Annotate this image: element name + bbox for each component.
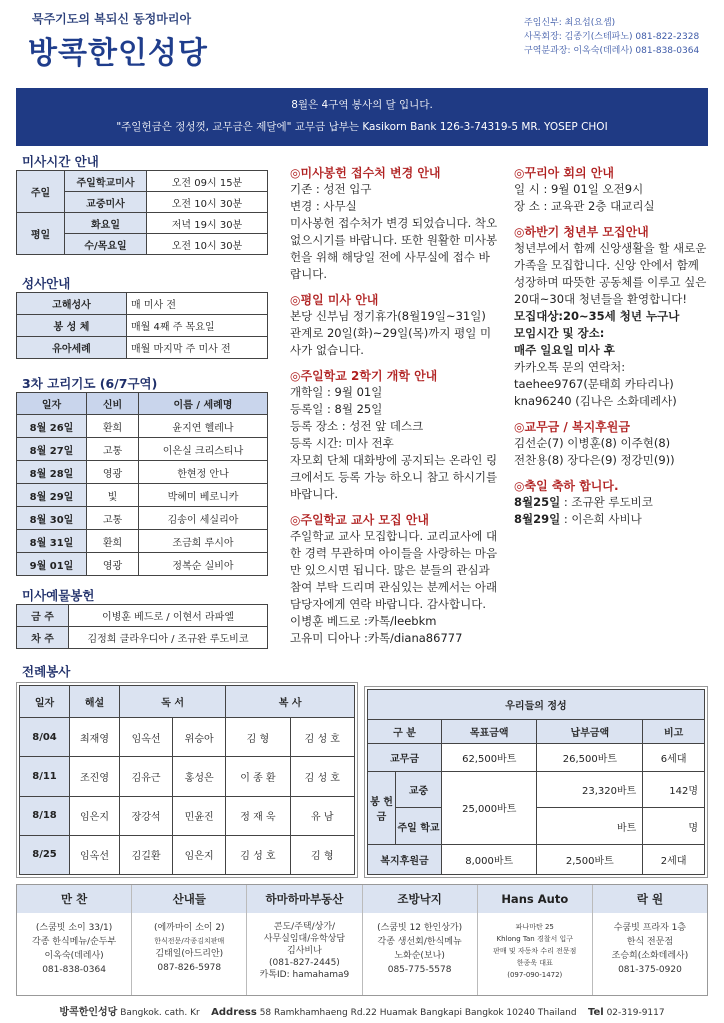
ad-line: (에까마이 소이 2) [153, 923, 225, 933]
rosary-person: 이은실 크리스티나 [139, 438, 268, 461]
service-cell: 민윤진 [173, 796, 226, 835]
service-cell: 조진영 [70, 757, 120, 796]
feast-line [514, 511, 710, 528]
feast-date: 8월25일 [514, 495, 561, 509]
ad-body [593, 913, 707, 977]
ad-line: 김사비나 [287, 946, 322, 956]
finance-box [364, 686, 708, 878]
rosary-date: 8월 26일 [17, 415, 87, 438]
service-cell: 정 재 욱 [226, 796, 290, 835]
article-line: 고유미 디아나 :카톡/diana86777 [290, 631, 463, 645]
footer [0, 1003, 724, 1018]
rosary-date: 8월 29일 [17, 484, 87, 507]
rosary-person: 김송이 세실리아 [139, 507, 268, 530]
ad-body [363, 913, 477, 977]
service-header: 해설 [70, 686, 120, 718]
parish-subtitle: 묵주기도의 복되신 동정마리아 [32, 12, 192, 26]
article-line: 카카오톡 문의 연락처: [514, 360, 626, 374]
finance-note: 142명 [643, 771, 705, 808]
ad-line: (097-090-1472) [507, 971, 563, 979]
mass-name: 교중미사 [65, 192, 147, 213]
rosary-date: 8월 31일 [17, 530, 87, 553]
rosary-mystery: 환희 [87, 530, 139, 553]
rosary-mystery: 환희 [87, 415, 139, 438]
offering-names: 이병훈 베드로 / 이현서 라파엘 [69, 605, 268, 627]
rosary-header: 일자 [17, 393, 87, 415]
service-date: 8/25 [20, 835, 70, 874]
ad-body [247, 913, 361, 981]
sacrament-desc: 매 미사 전 [127, 293, 268, 315]
article-line: 등록 시간: 미사 전후 [290, 436, 394, 450]
ad-line: 한식전문/각종김치판매 [154, 937, 225, 945]
banner-line: 8월은 4구역 봉사의 달 입니다. [291, 99, 433, 111]
rosary-mystery: 고통 [87, 438, 139, 461]
ad-line: 사무실임대/유학상담 [263, 934, 346, 944]
ad-line: 081-375-0920 [618, 965, 682, 975]
rosary-person: 박혜미 베로니카 [139, 484, 268, 507]
ad-line: 카톡ID: hamahama9 [259, 970, 350, 980]
rosary-mystery: 빛 [87, 484, 139, 507]
service-date: 8/18 [20, 796, 70, 835]
finance-sublabel: 주일 학교 [396, 808, 442, 845]
service-header: 일자 [20, 686, 70, 718]
service-cell: 유 남 [290, 796, 354, 835]
service-cell: 김 형 [290, 835, 354, 874]
service-date: 8/11 [20, 757, 70, 796]
article-line: 변경 : 사무실 [290, 199, 357, 213]
article-line: 미사봉헌 접수처가 변경 되었습니다. 착오 없으시기를 바랍니다. 또한 원활한 미사봉헌을 위해 해당일 전에 사무실에 접수 바랍니다. [290, 216, 498, 281]
article-line: 모집대상:20~35세 청년 누구나 [514, 309, 680, 323]
offering-label: 차 주 [17, 627, 69, 649]
ad-body [132, 913, 246, 975]
rosary-person: 정복순 실비아 [139, 553, 268, 576]
service-cell: 김유근 [120, 757, 173, 796]
article-title: ◎축일 축하 합니다. [514, 479, 619, 493]
ad-line: 각종 한식메뉴/순두부 [32, 937, 117, 947]
offering-label: 금 주 [17, 605, 69, 627]
mass-time: 오전 09시 15분 [147, 171, 268, 192]
staff-line: 주임신부: 최요섭(요셉) [524, 18, 616, 28]
ad-rakwon [593, 885, 707, 995]
ad-line: 조승희(소화데레사) [611, 951, 689, 961]
sacrament-name: 봉 성 체 [17, 315, 127, 337]
service-title: 전례봉사 [22, 664, 71, 679]
service-cell: 장강석 [120, 796, 173, 835]
staff-info [524, 16, 699, 58]
ad-hans-auto [478, 885, 593, 995]
ad-line: 콘도/주택/상가/ [273, 922, 336, 932]
finance-note: 명 [643, 808, 705, 845]
ad-line: 각종 생선회/한식메뉴 [377, 937, 462, 947]
rosary-title: 3차 고리기도 (6/7구역) [22, 376, 158, 391]
rosary-date: 8월 28일 [17, 461, 87, 484]
staff-line: 사목회장: 김종기(스테파노) 081-822-2328 [524, 32, 700, 42]
feast-name: : 조규완 루도비코 [560, 495, 653, 509]
article-line: 이병훈 베드로 :카톡/leebkm [290, 614, 437, 628]
ad-line: 판매 및 자동차 수리 전문점 [493, 947, 577, 955]
ad-line: 087-826-5978 [157, 963, 222, 973]
service-cell: 이 종 환 [226, 757, 290, 796]
mass-title: 미사시간 안내 [22, 154, 99, 169]
ad-title: 산내들 [132, 885, 246, 913]
article-line: 김선순(7) 이병훈(8) 이주현(8) [514, 436, 671, 450]
ad-title: 하마하마부동산 [247, 885, 361, 913]
service-cell: 김 성 호 [290, 757, 354, 796]
finance-note: 6세대 [643, 743, 705, 771]
ad-line: 한종욱 대표 [516, 959, 553, 967]
article-title: ◎교무금 / 복지후원금 [514, 420, 630, 434]
article-line: 청년부에서 함께 신앙생활을 할 새로운 가족을 모집합니다. 신앙 안에서 함께 성장하며 따뜻한 공동체를 이루고 싶은 20대~30대 청년들을 환영합니다! [514, 241, 707, 306]
article-body [514, 494, 710, 528]
article-title: ◎주일학교 교사 모집 안내 [290, 513, 429, 527]
footer-tel-label: Tel [588, 1007, 604, 1018]
article-line: taehee9767(문태희 카타리나) [514, 377, 674, 391]
notice-banner [16, 88, 708, 146]
finance-header: 납부금액 [537, 720, 643, 744]
article-line: 등록 장소 : 성전 앞 데스크 [290, 419, 424, 433]
right-column [514, 164, 710, 528]
finance-sublabel: 교중 [396, 771, 442, 808]
banner-line: "주일헌금은 정성껏, 교무금은 제달에" 교무금 납부는 Kasikorn Bank 126-3-74319-5 MR. YOSEP CHOI [116, 121, 608, 133]
service-header: 복 사 [226, 686, 355, 718]
article-body [290, 528, 498, 647]
rosary-person: 조금희 루시아 [139, 530, 268, 553]
rosary-table [16, 392, 268, 576]
article-line: 등록일 : 8월 25일 [290, 402, 383, 416]
rosary-header: 이름 / 세례명 [139, 393, 268, 415]
mass-time: 오전 10시 30분 [147, 192, 268, 213]
service-box [16, 682, 358, 878]
article-line: 장 소 : 교육관 2층 대교리실 [514, 199, 655, 213]
article-title: ◎주일학교 2학기 개학 안내 [290, 369, 438, 383]
service-cell: 임옥선 [70, 835, 120, 874]
article-title: ◎평일 미사 안내 [290, 293, 379, 307]
footer-name: 방콕한인성당 [59, 1007, 118, 1018]
service-date: 8/04 [20, 718, 70, 757]
footer-en: Bangkok. cath. Kr [120, 1008, 200, 1018]
footer-addr-label: Address [211, 1007, 257, 1018]
ad-line: Khlong Tan 경찰서 입구 [496, 935, 573, 943]
ad-line: 085-775-5578 [387, 965, 452, 975]
finance-label: 봉 헌 금 [368, 771, 396, 844]
service-cell: 홍성은 [173, 757, 226, 796]
middle-column [290, 164, 498, 647]
service-cell: 김 성 호 [290, 718, 354, 757]
finance-target: 25,000바트 [442, 771, 537, 844]
article-title: ◎하반기 청년부 모집안내 [514, 225, 649, 239]
article-line: 모임시간 및 장소: [514, 326, 605, 340]
mass-group: 평일 [17, 213, 65, 255]
mass-table [16, 170, 268, 255]
finance-paid: 26,500바트 [537, 743, 643, 771]
service-cell: 임은지 [70, 796, 120, 835]
ad-title: 만 찬 [17, 885, 131, 913]
article-line: kna96240 (김나은 소화데레사) [514, 394, 677, 408]
feast-name: : 이은희 사비나 [560, 512, 642, 526]
mass-name: 주일학교미사 [65, 171, 147, 192]
service-cell: 위승아 [173, 718, 226, 757]
article-body [290, 308, 498, 359]
finance-note: 2세대 [643, 844, 705, 874]
ad-body [478, 913, 592, 981]
finance-header: 목표금액 [442, 720, 537, 744]
article-line: 매주 일요일 미사 후 [514, 343, 615, 357]
offering-title: 미사예물봉헌 [22, 588, 95, 603]
article-line: 기존 : 성전 입구 [290, 182, 372, 196]
ad-sannaedeul [132, 885, 247, 995]
ad-jobang [363, 885, 478, 995]
offering-table [16, 604, 268, 649]
ad-title: 락 원 [593, 885, 707, 913]
finance-title: 우리들의 정성 [368, 690, 705, 720]
finance-paid: 2,500바트 [537, 844, 643, 874]
finance-paid: 23,320바트 [537, 771, 643, 808]
service-header: 독 서 [120, 686, 226, 718]
ad-line: 김태일(아드리안) [155, 949, 224, 959]
sacraments-table [16, 292, 268, 359]
article-line: 개학일 : 9월 01일 [290, 385, 383, 399]
sacraments-title: 성사안내 [22, 276, 71, 291]
finance-paid: 바트 [537, 808, 643, 845]
ad-line: 081-838-0364 [42, 965, 106, 975]
ads-bar [16, 884, 708, 996]
service-cell: 김 성 호 [226, 835, 290, 874]
article-body [514, 435, 710, 469]
article-line: 전찬용(8) 장다은(9) 정강민(9)) [514, 453, 675, 467]
finance-target: 8,000바트 [442, 844, 537, 874]
rosary-mystery: 영광 [87, 553, 139, 576]
feast-date: 8월29일 [514, 512, 561, 526]
rosary-mystery: 영광 [87, 461, 139, 484]
ad-line: 한식 전문점 [626, 937, 674, 947]
rosary-person: 윤지연 헬레나 [139, 415, 268, 438]
article-body [514, 181, 710, 215]
finance-header: 구 분 [368, 720, 442, 744]
finance-label: 교무금 [368, 743, 442, 771]
ad-line: 파나마탄 25 [515, 923, 554, 931]
ad-title: Hans Auto [478, 885, 592, 913]
mass-time: 저녁 19시 30분 [147, 213, 268, 234]
finance-header: 비고 [643, 720, 705, 744]
ad-line: (081-827-2445) [269, 958, 340, 968]
article-title: ◎미사봉헌 접수처 변경 안내 [290, 166, 441, 180]
service-cell: 임옥선 [120, 718, 173, 757]
ad-body [17, 913, 131, 977]
service-cell: 최재영 [70, 718, 120, 757]
article-body [290, 181, 498, 283]
rosary-mystery: 고통 [87, 507, 139, 530]
ad-line: (스쿰빗 12 한인상가) [377, 923, 463, 933]
article-line: 일 시 : 9월 01일 오전9시 [514, 182, 644, 196]
staff-line: 구역분과장: 이옥숙(데레사) 081-838-0364 [524, 46, 700, 56]
finance-table [367, 689, 705, 875]
feast-line [514, 494, 710, 511]
ad-line: (스쿰빗 소이 33/1) [35, 923, 113, 933]
article-body [514, 240, 710, 410]
finance-target: 62,500바트 [442, 743, 537, 771]
rosary-date: 8월 30일 [17, 507, 87, 530]
service-table [19, 685, 355, 875]
footer-tel: 02-319-9117 [606, 1008, 665, 1018]
article-title: ◎꾸리아 회의 안내 [514, 166, 614, 180]
service-cell: 임은지 [173, 835, 226, 874]
article-line: 자모회 단체 대화방에 공지되는 온라인 링크에서도 등록 가능 하오니 참고 하시기를 바랍니다. [290, 453, 498, 501]
rosary-person: 한현정 안나 [139, 461, 268, 484]
mass-name: 수/목요일 [65, 234, 147, 255]
service-cell: 김길환 [120, 835, 173, 874]
footer-address: 58 Ramkhamhaeng Rd.22 Huamak Bangkapi Bangkok 10240 Thailand [259, 1008, 577, 1018]
finance-label: 복지후원금 [368, 844, 442, 874]
rosary-date: 9월 01일 [17, 553, 87, 576]
sacrament-name: 유아세례 [17, 337, 127, 359]
article-line: 본당 신부님 정기휴가(8월19일~31일) 관계로 20일(화)~29일(목)까지 평일 미사가 없습니다. [290, 309, 492, 357]
article-line: 주일학교 교사 모집합니다. 교리교사에 대한 경력 무관하며 아이들을 사랑하는 마음 만 있으시면 됩니다. 많은 분들의 관심과 참여 부탁 드리며 관심있는 분께서는 아래 담당자에게 연락 바랍니다. 감사합니다. [290, 529, 498, 611]
ad-manchan [17, 885, 132, 995]
ad-line: 이옥숙(데레사) [44, 951, 104, 961]
mass-group: 주일 [17, 171, 65, 213]
parish-title: 방콕한인성당 [28, 36, 208, 71]
ad-line: 노화순(보나) [394, 951, 445, 961]
service-cell: 김 형 [226, 718, 290, 757]
rosary-date: 8월 27일 [17, 438, 87, 461]
mass-name: 화요일 [65, 213, 147, 234]
ad-title: 조방낙지 [363, 885, 477, 913]
sacrament-desc: 매월 4째 주 목요일 [127, 315, 268, 337]
mass-time: 오전 10시 30분 [147, 234, 268, 255]
article-body [290, 384, 498, 503]
rosary-header: 신비 [87, 393, 139, 415]
ad-line: 수쿰빗 프라자 1층 [613, 923, 687, 933]
offering-names: 김정희 클라우디아 / 조규완 루도비코 [69, 627, 268, 649]
ad-hamahama [247, 885, 362, 995]
sacrament-desc: 매월 마지막 주 미사 전 [127, 337, 268, 359]
sacrament-name: 고해성사 [17, 293, 127, 315]
